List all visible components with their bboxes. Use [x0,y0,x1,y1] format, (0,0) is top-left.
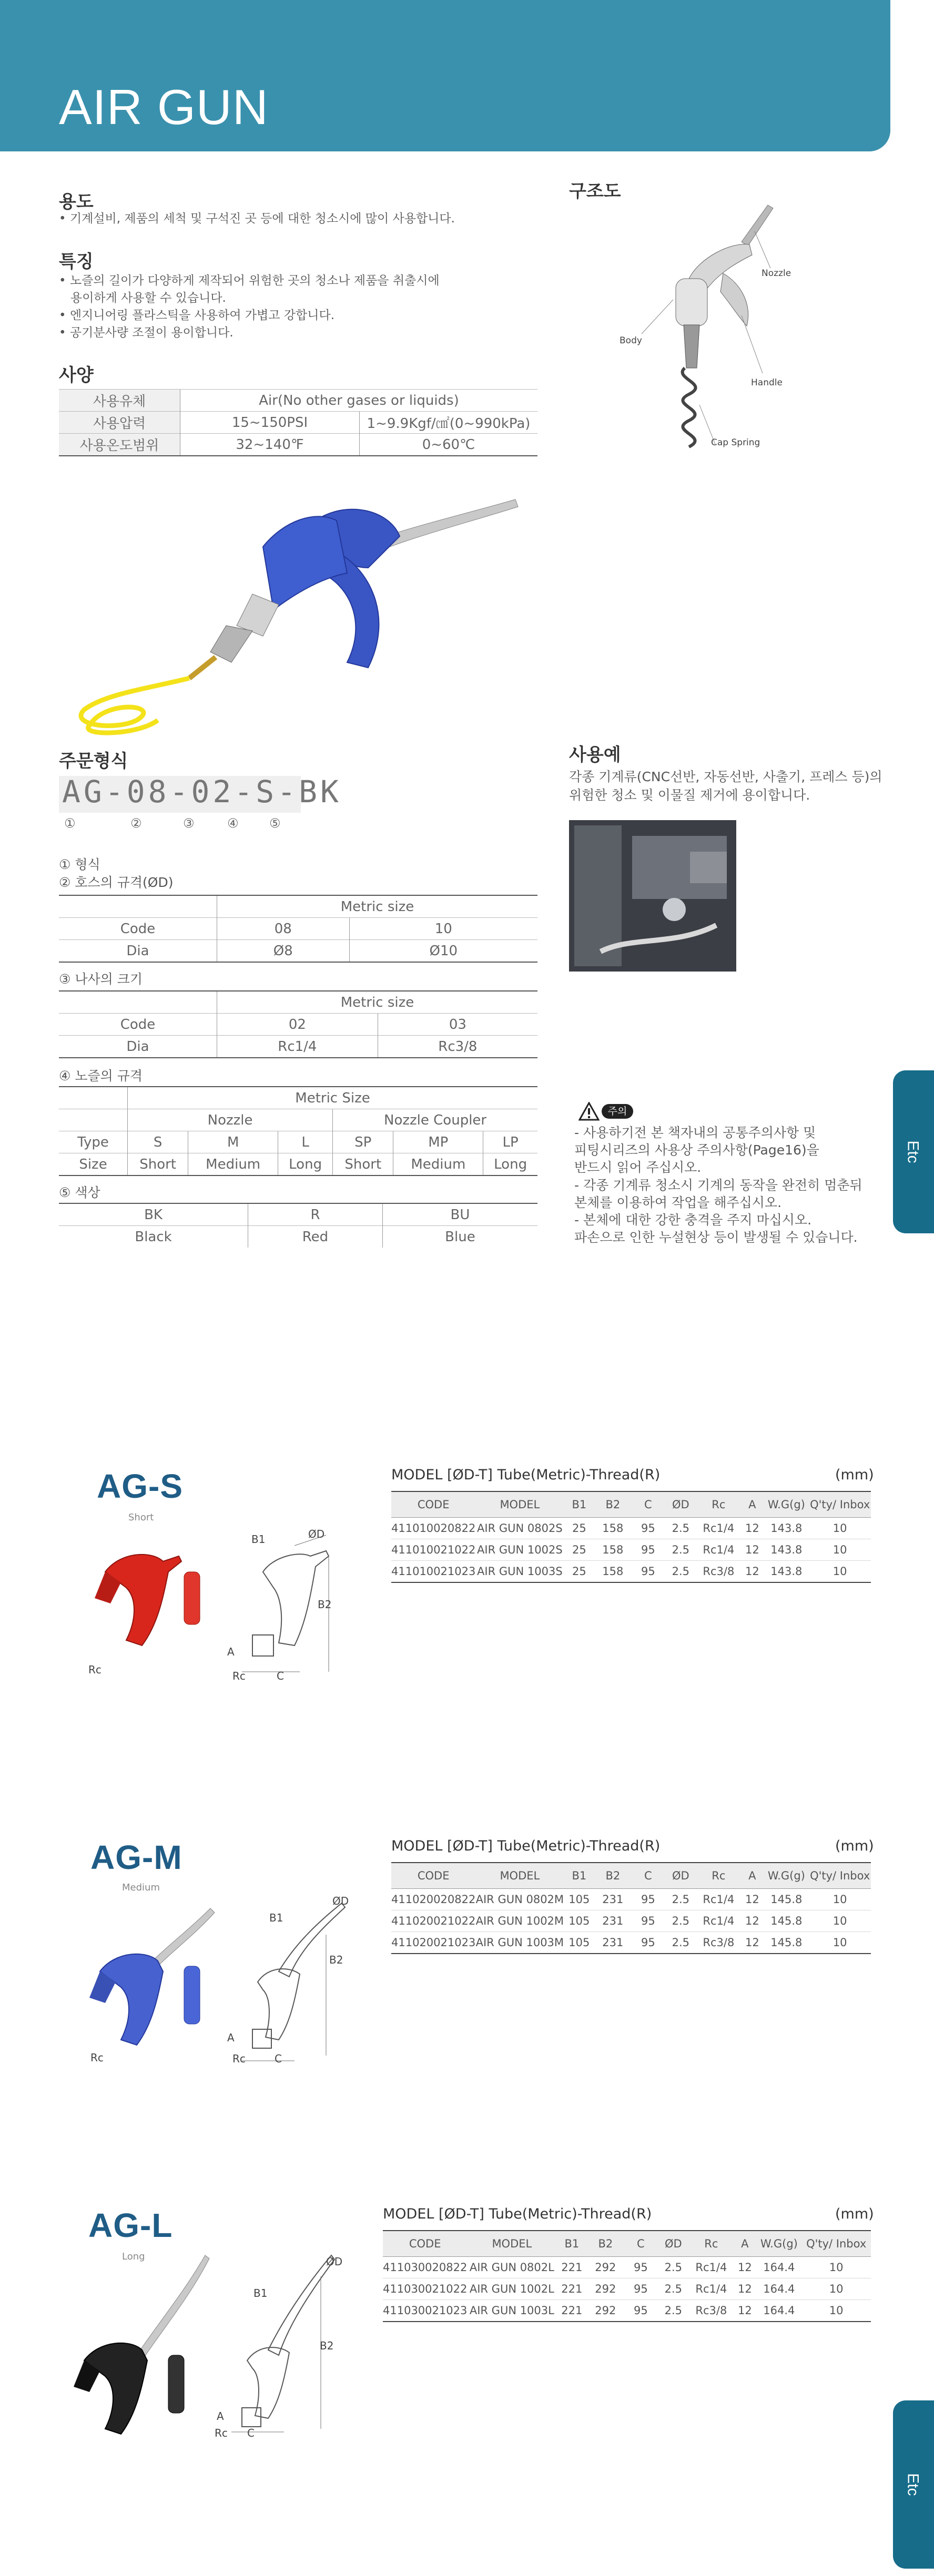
ag-m-drawing [221,1882,358,2071]
ag-s-dim-a: A [227,1645,235,1658]
ag-s-dim-b1: B1 [251,1533,266,1546]
ag-l-title: AG-L [88,2206,173,2244]
ag-s-dim-rc: Rc [232,1670,246,1682]
color-table: BK R BU Black Red Blue [59,1203,537,1248]
specs-table: 사용유체 Air(No other gases or liquids) 사용압력 15~150PSI 1~9.9Kgf/㎠(0~990kPa) 사용온도범위 32~140℉ 0~60℃ [59,389,537,456]
ag-s-rc-label: Rc [88,1663,101,1676]
table-row: 411020021023 AIR GUN 1003M 105 231 95 2.5 Rc3/8 12 145.8 10 [391,1932,871,1954]
ag-l-dim-rc: Rc [215,2427,228,2439]
ag-l-unit: (mm) [835,2206,874,2222]
application-photo [569,820,736,972]
nozzle-title: ④ 노즐의 규격 [59,1068,143,1083]
order-num-2: ② [130,816,142,831]
table-row: 411020021022 AIR GUN 1002M 105 231 95 2.5 Rc1/4 12 145.8 10 [391,1910,871,1932]
ag-m-dim-b2: B2 [329,1954,343,1966]
order-num-1: ① [64,816,76,831]
order-num-3: ③ [183,816,195,831]
table-row: 411020020822 AIR GUN 0802M 105 231 95 2.5 Rc1/4 12 145.8 10 [391,1889,871,1910]
caution-item-2: - 각종 기계류 청소시 기계의 동작을 완전히 멈춘뒤 본체를 이용하여 작업을 해주십시오. [574,1178,862,1210]
ag-m-dim-c: C [275,2052,282,2065]
label-handle: Handle [751,377,783,388]
specs-title: 사양 [59,365,94,386]
ag-m-photo [79,1903,237,2061]
ag-l-dim-b1: B1 [253,2287,268,2299]
ag-m-table: CODE MODEL B1 B2 C ØD Rc A W.G(g) Q'ty/ Inbox 411020020822 AIR GUN 0802M 105 231 95 2.5 Rc1/4 12 145.8 10 411020021022 AIR GUN 1002M 105 231 95 2.5 Rc1/4 12 145.8 10 411020021023 AIR GUN 1003M 105 231 95 2.5 Rc3/8 12 145.8 10 [391,1862,871,1954]
ag-m-dim-a: A [227,2031,235,2044]
ag-s-dim-b2: B2 [318,1598,332,1611]
ag-s-unit: (mm) [835,1467,874,1483]
order-code: AG-08-02-S-BK [62,774,342,810]
thread-table: Metric size Code 02 03 Dia Rc1/4 Rc3/8 [59,990,537,1058]
page-title: AIR GUN [59,79,269,135]
ag-l-model-title: MODEL [ØD-T] Tube(Metric)-Thread(R) [383,2206,652,2222]
table-row: 411030020822 AIR GUN 0802L 221 292 95 2.5 Rc1/4 12 164.4 10 [383,2257,871,2278]
ag-s-dim-od: ØD [308,1528,325,1540]
application-title: 사용예 [569,744,621,765]
ag-s-subtitle: Short [128,1512,154,1523]
application-text: 각종 기계류(CNC선반, 자동선반, 사출기, 프레스 등)의 위험한 청소 및 이물질 제거에 용이합니다. [569,769,882,803]
thread-title: ③ 나사의 크기 [59,972,143,987]
caution-item-3: - 본체에 대한 강한 충격을 주지 마십시오. 파손으로 인한 누설현상 등이 발생될 수 있습니다. [574,1212,858,1245]
label-cap-spring: Cap Spring [711,437,760,448]
side-tab-etc-2[interactable]: Etc [893,2400,934,2569]
ag-m-unit: (mm) [835,1838,874,1854]
ag-l-dim-a: A [217,2410,224,2422]
ag-m-subtitle: Medium [122,1882,160,1893]
hose-title: ② 호스의 규격(ØD) [59,875,174,890]
ag-m-dim-b1: B1 [269,1911,283,1924]
ag-m-title: AG-M [90,1838,182,1876]
ag-m-dim-rc: Rc [232,2052,246,2065]
ag-s-table: CODE MODEL B1 B2 C ØD Rc A W.G(g) Q'ty/ Inbox 411010020822 AIR GUN 0802S 25 158 95 2.5 Rc1/4 12 143.8 10 411010021022 AIR GUN 1002S 25 158 95 2.5 Rc1/4 12 143.8 10 411010021023 AIR GUN 1003S 25 158 95 2.5 Rc3/8 12 143.8 10 [391,1491,871,1583]
ag-s-dim-c: C [277,1670,284,1682]
table-row: 411030021023 AIR GUN 1003L 221 292 95 2.5 Rc3/8 12 164.4 10 [383,2300,871,2322]
caution-item-1: - 사용하기전 본 책자내의 공통주의사항 및 피팅시리즈의 사용상 주의사항(Page16)을 반드시 읽어 주십시오. [574,1125,819,1175]
ag-l-table: CODE MODEL B1 B2 C ØD Rc A W.G(g) Q'ty/ Inbox 411030020822 AIR GUN 0802L 221 292 95 2.5 Rc1/4 12 164.4 10 411030021022 AIR GUN 1002L 221 292 95 2.5 Rc1/4 12 164.4 10 411030021023 AIR GUN 1003L 221 292 95 2.5 Rc3/8 12 164.4 10 [383,2230,871,2322]
table-row: 411010021023 AIR GUN 1003S 25 158 95 2.5 Rc3/8 12 143.8 10 [391,1561,871,1583]
ag-l-photo [63,2250,221,2450]
table-row: 411010020822 AIR GUN 0802S 25 158 95 2.5 Rc1/4 12 143.8 10 [391,1518,871,1539]
product-photo-blue [74,489,526,736]
table-row: 411010021022 AIR GUN 1002S 25 158 95 2.5 Rc1/4 12 143.8 10 [391,1539,871,1561]
structure-title: 구조도 [569,181,621,202]
usage-text: • 기계설비, 제품의 세척 및 구석진 곳 등에 대한 청소시에 많이 사용합니다. [59,212,455,226]
ag-s-photo [84,1540,221,1656]
ag-l-dim-c: C [247,2427,255,2439]
order-num-5: ⑤ [269,816,281,831]
features-text: • 노즐의 길이가 다양하게 제작되어 위험한 곳의 청소나 제품을 취출시에 용이하게 사용할 수 있습니다. • 엔지니어링 플라스틱을 사용하여 가볍고 강합니다. • 공기분사량 조절이 용이합니다. [59,274,440,340]
ag-m-rc-label: Rc [90,2051,104,2064]
order-title: 주문형식 [59,751,128,772]
order-num-4: ④ [227,816,239,831]
label-nozzle: Nozzle [762,268,791,279]
nozzle-table: Metric Size Nozzle Nozzle Coupler Type S M L SP MP LP Size Short Medium Long Short Medium Long [59,1086,537,1176]
ag-s-model-title: MODEL [ØD-T] Tube(Metric)-Thread(R) [391,1467,661,1483]
ag-l-dim-od: ØD [326,2255,343,2268]
ag-s-title: AG-S [97,1467,183,1505]
usage-title: 용도 [59,191,94,212]
ag-m-model-title: MODEL [ØD-T] Tube(Metric)-Thread(R) [391,1838,661,1854]
color-title: ⑤ 색상 [59,1185,100,1200]
table-row: 411030021022 AIR GUN 1002L 221 292 95 2.5 Rc1/4 12 164.4 10 [383,2278,871,2300]
form-label: ① 형식 [59,857,100,872]
label-body: Body [620,335,642,346]
hose-table: Metric size Code 08 10 Dia Ø8 Ø10 [59,895,537,963]
features-title: 특징 [59,251,94,272]
side-tab-etc-1[interactable]: Etc [893,1070,934,1233]
ag-l-subtitle: Long [122,2251,145,2262]
ag-m-dim-od: ØD [332,1895,349,1907]
caution-label: 주의 [602,1104,633,1119]
ag-l-dim-b2: B2 [320,2339,334,2352]
warning-icon [578,1102,600,1121]
